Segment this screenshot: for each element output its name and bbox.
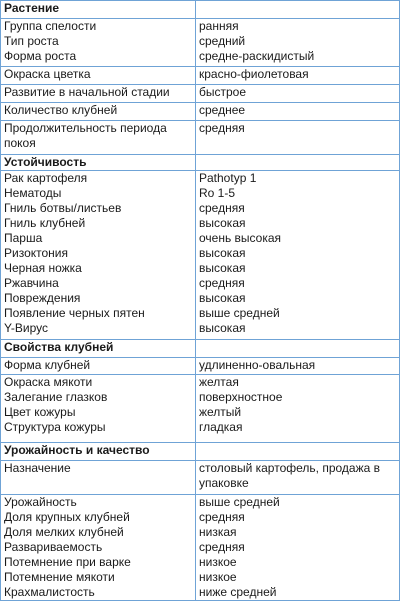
property-value-cell [196,461,400,495]
property-value: красно-фиолетовая [199,67,309,81]
property-name-cell [1,375,196,443]
property-value: высокая [199,261,246,275]
property-value: удлиненно-овальная [199,358,316,372]
property-value: средняя [199,510,245,524]
section-header-row [1,340,400,358]
property-name: Тип роста [4,34,59,48]
property-value: высокая [199,216,246,230]
table-row [1,103,400,121]
property-value: Ro 1-5 [199,186,236,200]
property-value: средне-раскидистый [199,49,315,63]
section-title-blank [196,1,400,19]
section-title: Устойчивость [1,155,196,171]
property-value: средний [199,34,246,48]
property-name-cell [1,461,196,495]
property-value: желтая [199,375,239,389]
property-name: Форма роста [4,49,77,63]
property-value: средняя [199,201,245,215]
property-value: высокая [199,291,246,305]
property-value-cell [196,375,400,443]
property-name: Структура кожуры [4,420,106,434]
property-value: выше средней [199,495,280,509]
property-value: средняя [199,540,245,554]
property-name-cell [1,85,196,103]
property-value-cell [196,121,400,155]
table-row [1,85,400,103]
property-value-cell [196,495,400,601]
property-name: Группа спелости [4,19,97,33]
property-name: Продолжительность периода покоя [4,121,167,150]
property-name: Рак картофеля [4,171,88,185]
section-title: Свойства клубней [1,340,196,358]
property-name-cell [1,121,196,155]
property-value-cell [196,67,400,85]
property-name-cell [1,358,196,375]
property-name-cell [1,67,196,85]
property-value: выше средней [199,306,280,320]
property-name-cell [1,103,196,121]
property-value: среднее [199,103,246,117]
property-name-cell [1,19,196,67]
property-value: высокая [199,246,246,260]
section-header-row [1,1,400,19]
property-name: Нематоды [4,186,62,200]
property-name-cell [1,171,196,340]
property-value: поверхностное [199,390,283,404]
property-value: средняя [199,121,245,135]
property-value: Pathotyp 1 [199,171,257,185]
property-value-cell [196,85,400,103]
property-value-cell [196,358,400,375]
property-name: Доля мелких клубней [4,525,124,539]
property-name: Гниль клубней [4,216,86,230]
property-name: Назначение [4,461,71,475]
property-value: высокая [199,321,246,335]
property-name: Y-Вирус [4,321,49,335]
section-title: Урожайность и качество [1,443,196,461]
property-value: низкая [199,525,237,539]
property-value: столовый картофель, продажа в упаковке [199,461,380,490]
section-title-blank [196,155,400,171]
section-title-blank [196,340,400,358]
table-row [1,495,400,601]
property-value: ниже средней [199,585,277,599]
property-value: средняя [199,276,245,290]
table-row [1,375,400,443]
property-name: Ржавчина [4,276,59,290]
property-name-cell [1,495,196,601]
property-value: быстрое [199,85,247,99]
property-name: Ризоктония [4,246,68,260]
table-row [1,67,400,85]
table-row [1,121,400,155]
property-value-cell [196,103,400,121]
section-title: Растение [1,1,196,19]
section-header-row [1,443,400,461]
property-name: Гниль ботвы/листьев [4,201,122,215]
property-name: Крахмалистость [4,585,95,599]
property-name: Количество клубней [4,103,118,117]
property-name: Окраска мякоти [4,375,93,389]
table-body [1,1,400,601]
property-name: Потемнение мякоти [4,570,115,584]
table-row [1,358,400,375]
property-value: очень высокая [199,231,282,245]
property-name: Появление черных пятен [4,306,145,320]
property-name: Доля крупных клубней [4,510,130,524]
property-name: Залегание глазков [4,390,108,404]
property-name: Развитие в начальной стадии [4,85,170,99]
property-name: Развариваемость [4,540,103,554]
property-value: желтый [199,405,242,419]
property-name: Парша [4,231,43,245]
property-value-cell [196,19,400,67]
property-value: гладкая [199,420,243,434]
property-name: Урожайность [4,495,77,509]
property-name: Форма клубней [4,358,91,372]
property-name: Потемнение при варке [4,555,131,569]
property-name: Окраска цветка [4,67,91,81]
table-row [1,171,400,340]
property-value: ранняя [199,19,239,33]
property-value-cell [196,171,400,340]
section-header-row [1,155,400,171]
table-row [1,461,400,495]
property-name: Повреждения [4,291,81,305]
property-name: Черная ножка [4,261,82,275]
section-title-blank [196,443,400,461]
property-value: низкое [199,555,237,569]
property-value: низкое [199,570,237,584]
table-row [1,19,400,67]
property-name: Цвет кожуры [4,405,76,419]
